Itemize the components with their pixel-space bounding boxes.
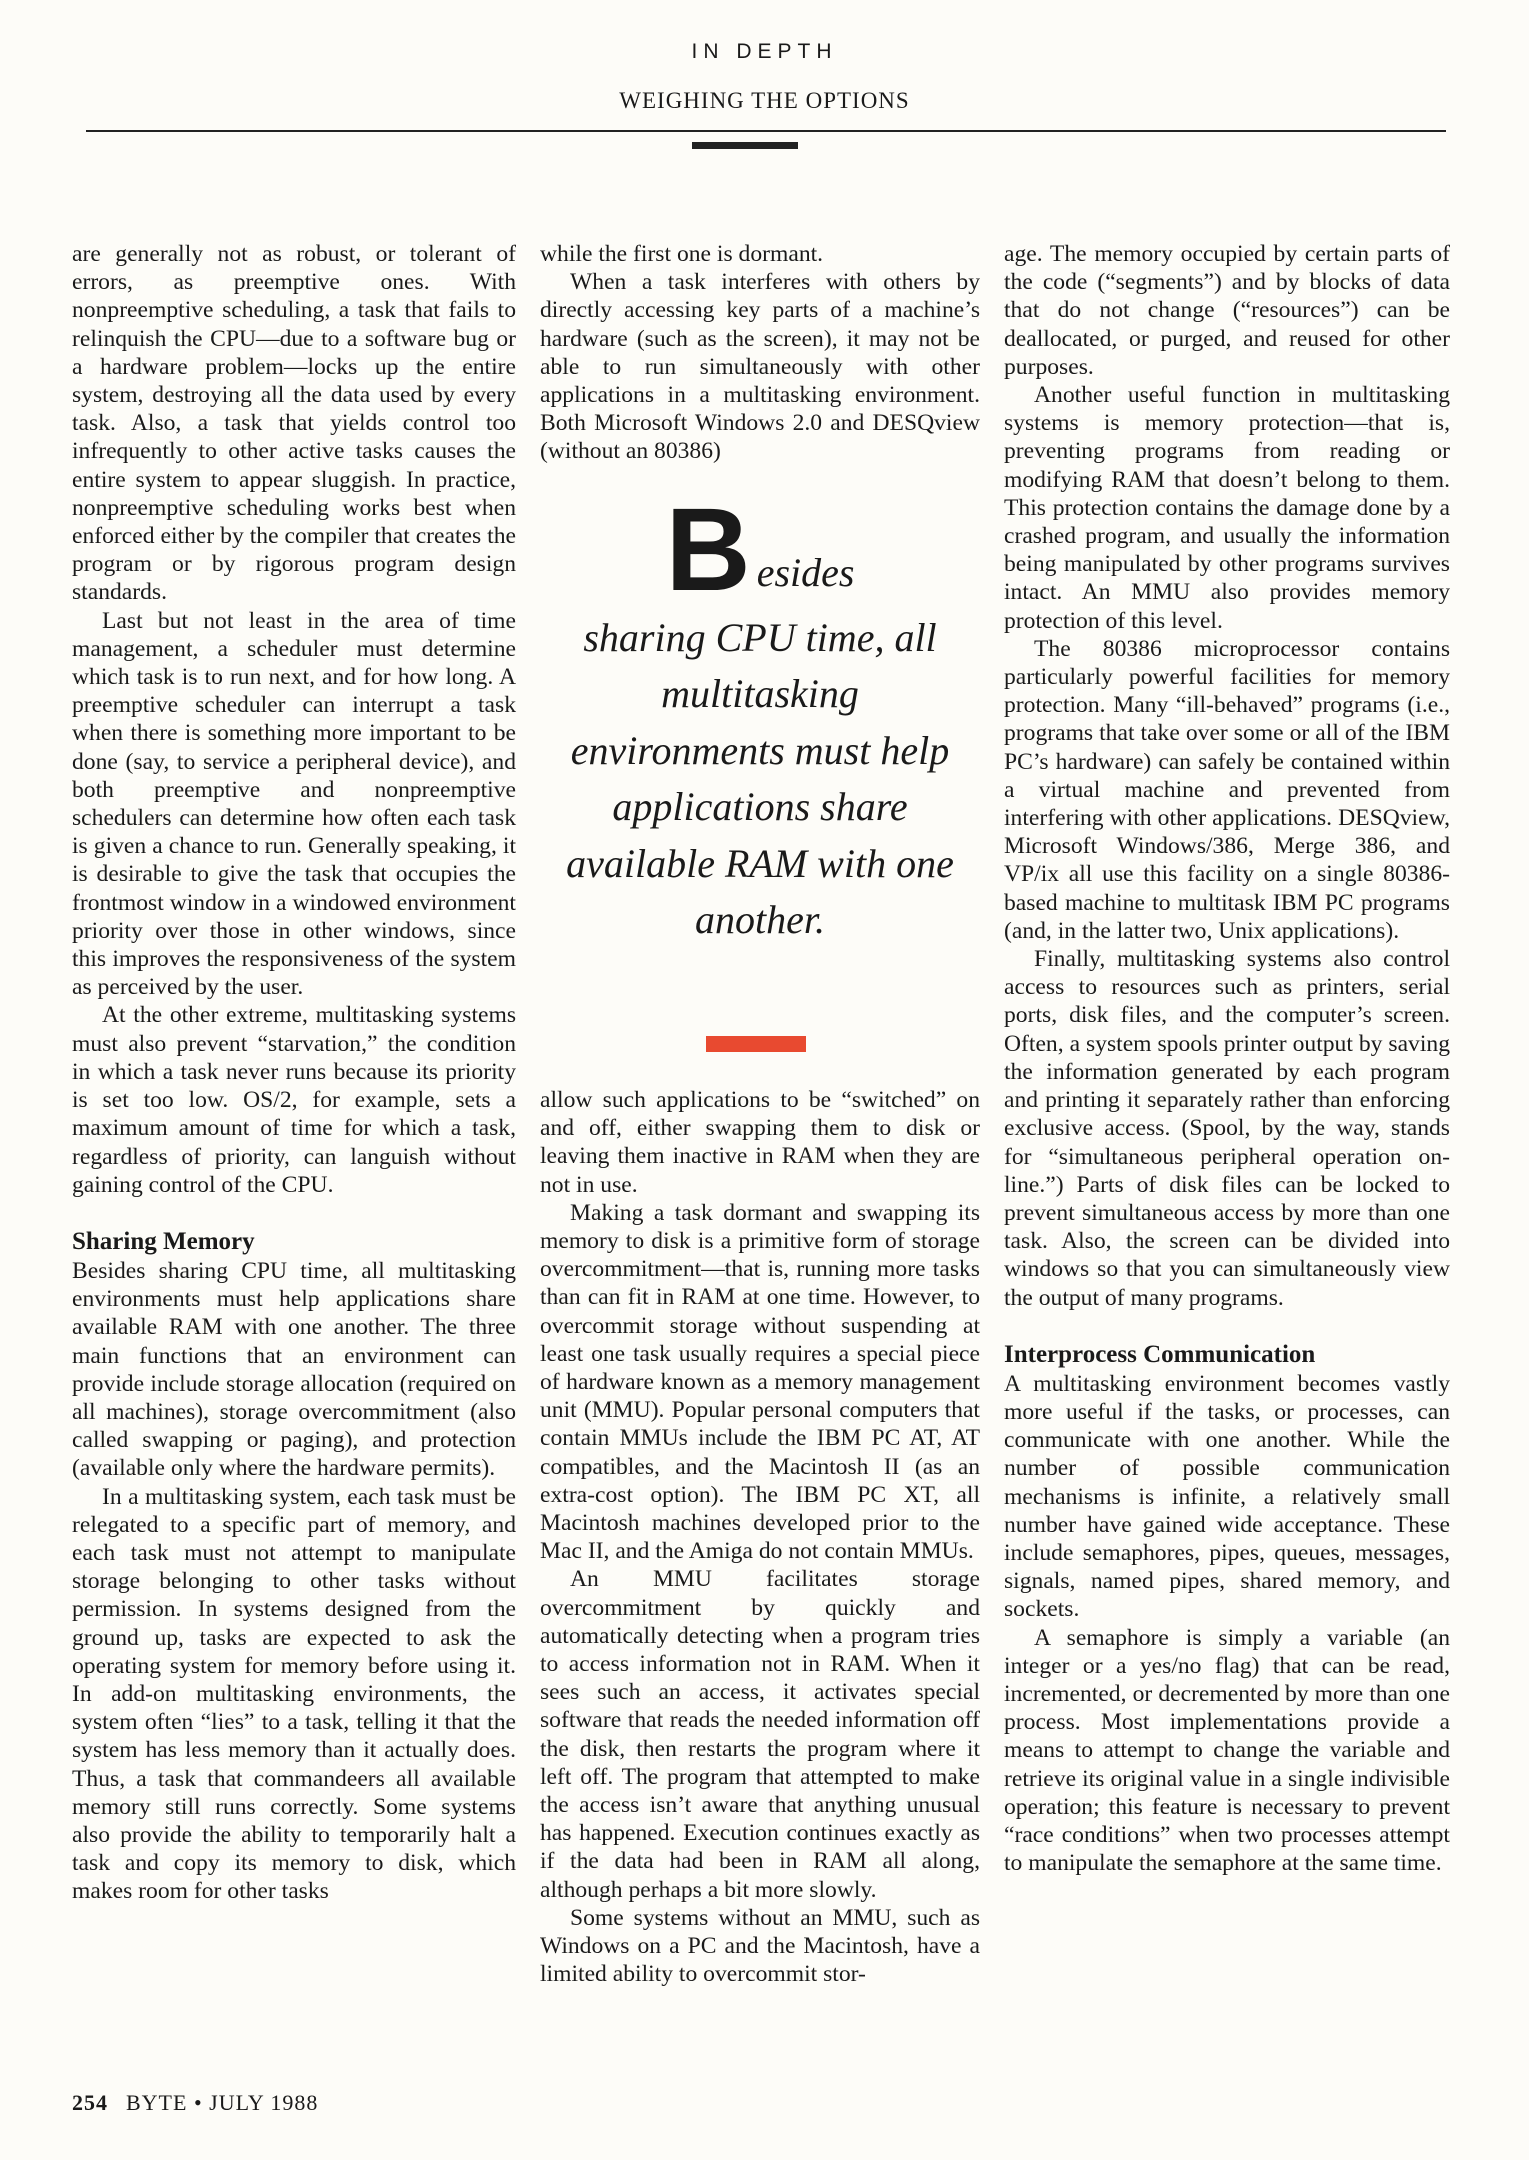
header-rule-accent: [692, 142, 798, 149]
paragraph: At the other extreme, multitasking systems must also prevent “starvation,” the condition in which a task never runs because its priority is set too low. OS/2, for example, sets a maximum amount of time for which a task, regardless of priority, can languish without gaining control of the CPU.: [72, 1002, 516, 1198]
paragraph: The 80386 microprocessor contains particularly powerful facilities for memory protection. Many “ill-behaved” programs (i.e., programs that take over some or all of the IBM PC’s hardware) can safely be contained within a virtual machine and prevented from interfering with other applications. DESQview, Microsoft Windows/386, Merge 386, and VP/ix all use this facility on a single 80386-based machine to multitask IBM PC programs (and, in the latter two, Unix applications).: [1004, 635, 1450, 944]
paragraph: Making a task dormant and swapping its memory to disk is a primitive form of storage overcommitment—that is, running more tasks than can fit in RAM at one time. However, to overcommit storage without suspending at least one task usually requires a special piece of hardware known as a memory management unit (MMU). Popular personal computers that contain MMUs include the IBM PC AT, AT compatibles, and the Macintosh II (as an extra-cost option). The IBM PC XT, all Macintosh machines developed prior to the Mac II, and the Amiga do not contain MMUs.: [540, 1199, 980, 1565]
column-3: [1004, 240, 1450, 1877]
pull-quote-first-word: esides: [756, 550, 855, 595]
header-rule: [86, 130, 1446, 132]
paragraph: allow such applications to be “switched” on and off, either swapping them to disk or leaving them inactive in RAM when they are not in use.: [540, 1087, 980, 1198]
paragraph: Finally, multitasking systems also control access to resources such as printers, serial ports, disk files, and the computer’s screen. Often, a system spools printer output by saving the information generated by each program and printing it separately rather than enforcing exclusive access. (Spool, by the way, stands for “simultaneous peripheral operation on-line.”) Parts of disk files can be locked to prevent simultaneous access by more than one task. Also, the screen can be divided into windows so that you can simultaneously view the output of many programs.: [1004, 946, 1450, 1311]
page-number: 254: [72, 2090, 108, 2115]
subheading-interprocess-communication: Interprocess Communication: [1004, 1340, 1316, 1368]
column-1: [72, 240, 516, 1906]
paragraph: In a multitasking system, each task must be relegated to a specific part of memory, and each task must not attempt to manipulate storage belonging to other tasks without permission. In systems designed from the ground up, tasks are expected to ask the operating system for memory before using it. In add-on multitasking environments, the system often “lies” to a task, telling it that the system has less memory than it actually does. Thus, a task that commandeers all available memory still runs correctly. Some systems also provide the ability to temporarily halt a task and copy its memory to disk, which makes room for other tasks: [72, 1483, 516, 1905]
section-kicker: IN DEPTH: [691, 40, 838, 63]
paragraph: Some systems without an MMU, such as Windows on a PC and the Macintosh, have a limited ability to overcommit stor-: [540, 1904, 980, 1988]
drop-cap: B: [665, 484, 751, 616]
article-section-title: WEIGHING THE OPTIONS: [619, 88, 910, 113]
pull-quote-accent-bar: [706, 1036, 806, 1052]
paragraph: Besides sharing CPU time, all multitasking environments must help applications share available RAM with one another. The three main functions that an environment can provide include storage allocation (required on all machines), storage overcommitment (also called swapping or paging), and protection (available only where the hardware permits).: [72, 1257, 516, 1482]
pull-quote-text: sharing CPU time, all multitasking environments must help applications share available RAM with one another.: [566, 614, 954, 942]
paragraph: A multitasking environment becomes vastly more useful if the tasks, or processes, can communicate with one another. While the number of possible communication mechanisms is infinite, a relatively small number have gained wide acceptance. These include semaphores, pipes, queues, messages, signals, named pipes, shared memory, and sockets.: [1004, 1370, 1450, 1623]
pull-quote: [560, 484, 960, 949]
column-2-top: [540, 240, 980, 466]
paragraph: age. The memory occupied by certain parts of the code (“segments”) and by blocks of data that do not change (“resources”) can be deallocated, or purged, and reused for other purposes.: [1004, 241, 1450, 380]
paragraph: An MMU facilitates storage overcommitment by quickly and automatically detecting when a program tries to access information not in RAM. When it sees such an access, it activates special software that reads the needed information off the disk, then restarts the program where it left off. The program that attempted to make the access isn’t aware that anything unusual has happened. Execution continues exactly as if the data had been in RAM all along, although perhaps a bit more slowly.: [540, 1566, 980, 1903]
paragraph: Last but not least in the area of time management, a scheduler must determine which task is to run next, and for how long. A preemptive scheduler can interrupt a task when there is something more important to be done (say, to service a peripheral device), and both preemptive and nonpreemptive schedulers can determine how often each task is given a chance to run. Generally speaking, it is desirable to give the task that occupies the frontmost window in a windowed environment priority over those in other windows, since this improves the responsiveness of the system as perceived by the user.: [72, 607, 516, 1001]
paragraph: while the first one is dormant.: [540, 241, 824, 267]
publication-line: BYTE • JULY 1988: [126, 2090, 319, 2115]
pull-quote-first-line: [560, 484, 960, 616]
paragraph: are generally not as robust, or tolerant of errors, as preemptive ones. With nonpreemptive scheduling, a task that fails to relinquish the CPU—due to a software bug or a hardware problem—locks up the entire system, destroying all the data used by every task. Also, a task that yields control too infrequently to other active tasks causes the entire system to appear sluggish. In practice, nonpreemptive scheduling works best when enforced either by the compiler that creates the program or by rigorous program design standards.: [72, 241, 516, 606]
column-2-bottom: [540, 1086, 980, 1989]
paragraph: When a task interferes with others by directly accessing key parts of a machine’s hardware (such as the screen), it may not be able to run simultaneously with other applications in a multitasking environment. Both Microsoft Windows 2.0 and DESQview (without an 80386): [540, 269, 980, 465]
paragraph: Another useful function in multitasking systems is memory protection—that is, preventing programs from reading or modifying RAM that doesn’t belong to them. This protection contains the damage done by a crashed program, and usually the information being manipulated by other programs survives intact. An MMU also provides memory protection of this level.: [1004, 382, 1450, 634]
subheading-sharing-memory: Sharing Memory: [72, 1227, 255, 1255]
page-footer: [72, 2090, 318, 2116]
paragraph: A semaphore is simply a variable (an integer or a yes/no flag) that can be read, incremented, or decremented by more than one process. Most implementations provide a means to attempt to change the variable and retrieve its original value in a single indivisible operation; this feature is necessary to prevent “race conditions” when two processes attempt to manipulate the semaphore at the same time.: [1004, 1624, 1450, 1877]
